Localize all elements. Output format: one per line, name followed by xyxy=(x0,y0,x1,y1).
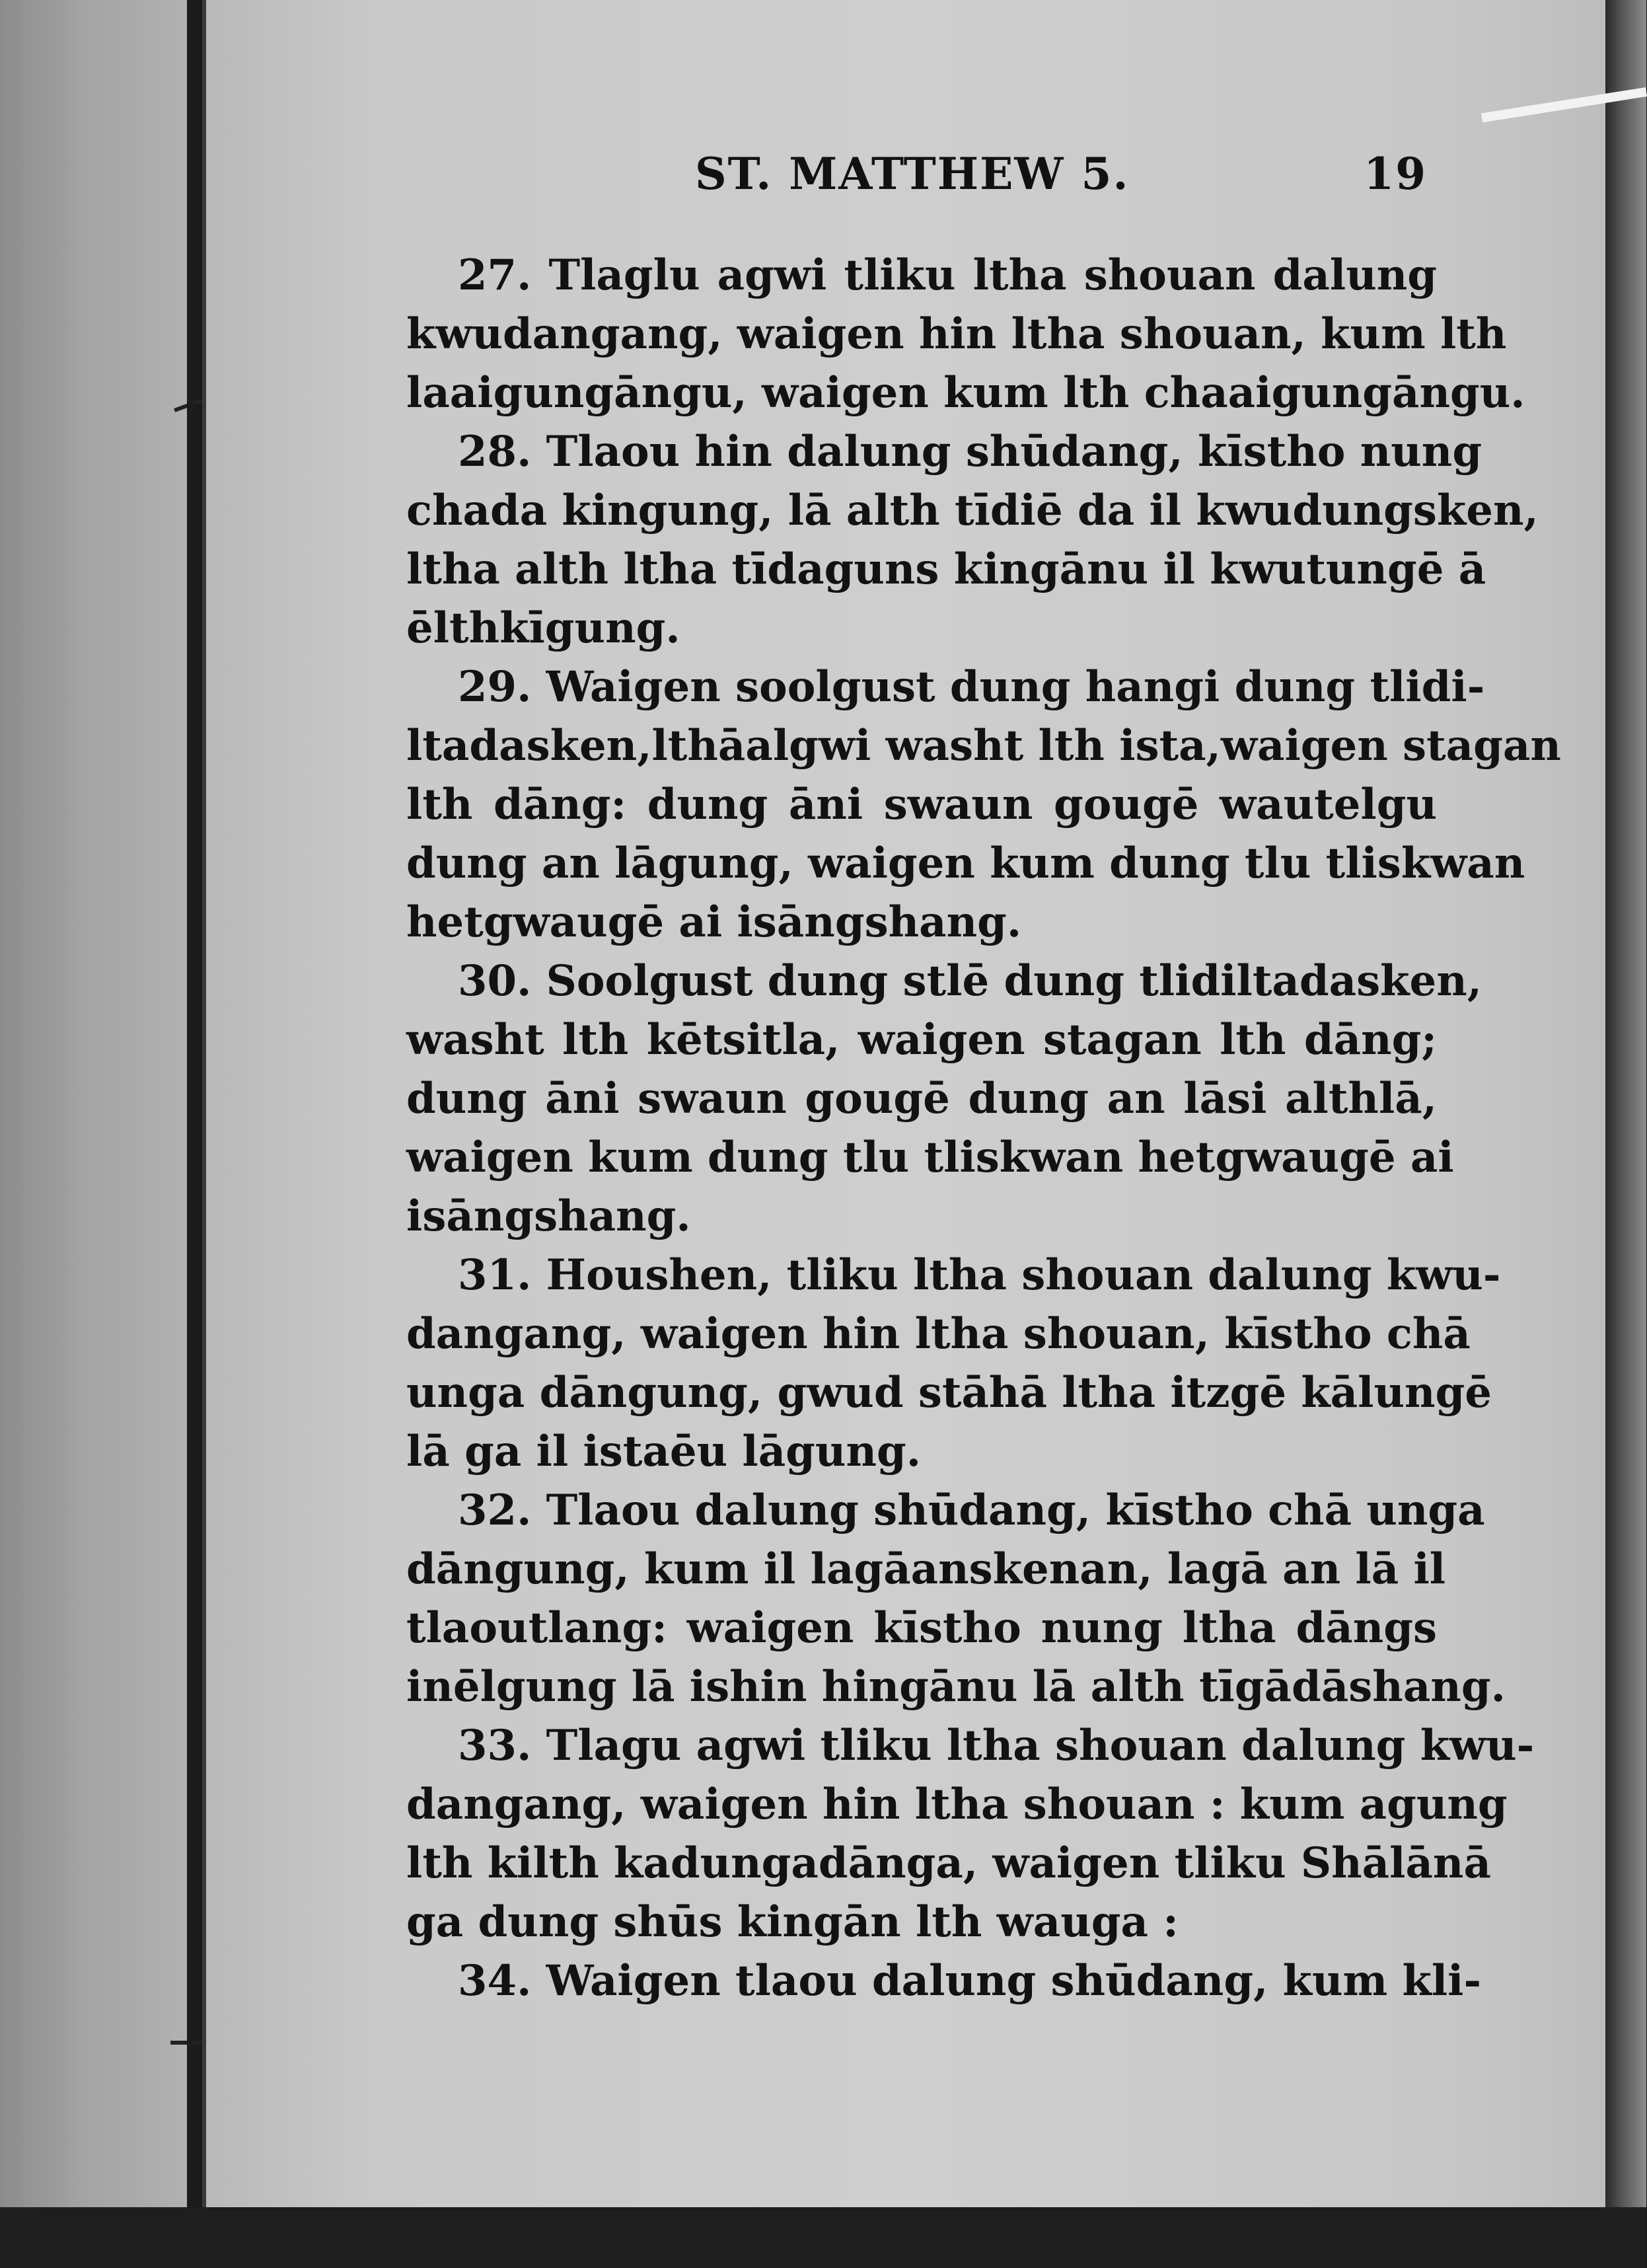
page-gutter-line xyxy=(202,0,206,2227)
text-line: 30. Soolgust dung stlē dung tlidiltadasken, xyxy=(458,956,1482,1006)
text-line: dung an lāgung, waigen kum dung tlu tliskwan xyxy=(406,839,1525,888)
text-line: dangang, waigen hin ltha shouan, kīstho chā xyxy=(406,1309,1471,1359)
text-line: tlaoutlang: waigen kīstho nung ltha dāngs xyxy=(406,1603,1437,1653)
running-title: ST. MATTHEW 5. xyxy=(695,148,1130,200)
text-line: 32. Tlaou dalung shūdang, kīstho chā unga xyxy=(458,1486,1485,1535)
text-line: lth kilth kadungadānga, waigen tliku Shālānā xyxy=(406,1838,1491,1888)
spine-shadow xyxy=(187,0,194,2227)
text-line: 27. Tlaglu agwi tliku ltha shouan dalung xyxy=(458,250,1437,300)
text-line: 29. Waigen soolgust dung hangi dung tlidi- xyxy=(458,662,1485,712)
text-line: dangang, waigen hin ltha shouan : kum agung xyxy=(406,1780,1508,1829)
text-line: 31. Houshen, tliku ltha shouan dalung kwu- xyxy=(458,1250,1501,1300)
text-line: inēlgung lā ishin hingānu lā alth tīgādāshang. xyxy=(406,1662,1506,1712)
text-line: washt lth kētsitla, waigen stagan lth dāng; xyxy=(406,1015,1437,1065)
page-right-edge xyxy=(1605,0,1646,2207)
text-line: lth dāng: dung āni swaun gougē wautelgu xyxy=(406,780,1437,829)
text-line: isāngshang. xyxy=(406,1191,691,1241)
text-line: unga dāngung, gwud stāhā ltha itzgē kālungē xyxy=(406,1368,1492,1418)
text-line: ēlthkīgung. xyxy=(406,603,680,653)
text-line: chada kingung, lā alth tīdiē da il kwudungsken, xyxy=(406,486,1539,535)
verse-text-block xyxy=(406,246,1561,2010)
previous-page-edge xyxy=(0,0,192,2268)
text-line: ltadasken,lthāalgwi washt lth ista,waigen stagan xyxy=(406,721,1561,771)
text-line: 33. Tlagu agwi tliku ltha shouan dalung kwu- xyxy=(458,1721,1535,1770)
text-line: lā ga il istaēu lāgung. xyxy=(406,1427,921,1476)
text-line: ltha alth ltha tīdaguns kingānu il kwutungē ā xyxy=(406,545,1486,594)
scan-bottom-border xyxy=(0,2207,1646,2268)
text-line: ga dung shūs kingān lth wauga : xyxy=(406,1897,1179,1947)
text-line: waigen kum dung tlu tliskwan hetgwaugē ai xyxy=(406,1133,1454,1182)
text-line: dung āni swaun gougē dung an lāsi althlā, xyxy=(406,1074,1437,1123)
text-line: kwudangang, waigen hin ltha shouan, kum lth xyxy=(406,309,1507,359)
text-line: 34. Waigen tlaou dalung shūdang, kum kli- xyxy=(458,1956,1482,2006)
running-header xyxy=(661,140,1427,213)
text-line: laaigungāngu, waigen kum lth chaaigungāngu. xyxy=(406,368,1525,418)
text-line: 28. Tlaou hin dalung shūdang, kīstho nung xyxy=(458,427,1482,476)
text-line: hetgwaugē ai isāngshang. xyxy=(406,897,1022,947)
page-number: 19 xyxy=(1364,148,1427,200)
text-line: dāngung, kum il lagāanskenan, lagā an lā il xyxy=(406,1544,1446,1594)
